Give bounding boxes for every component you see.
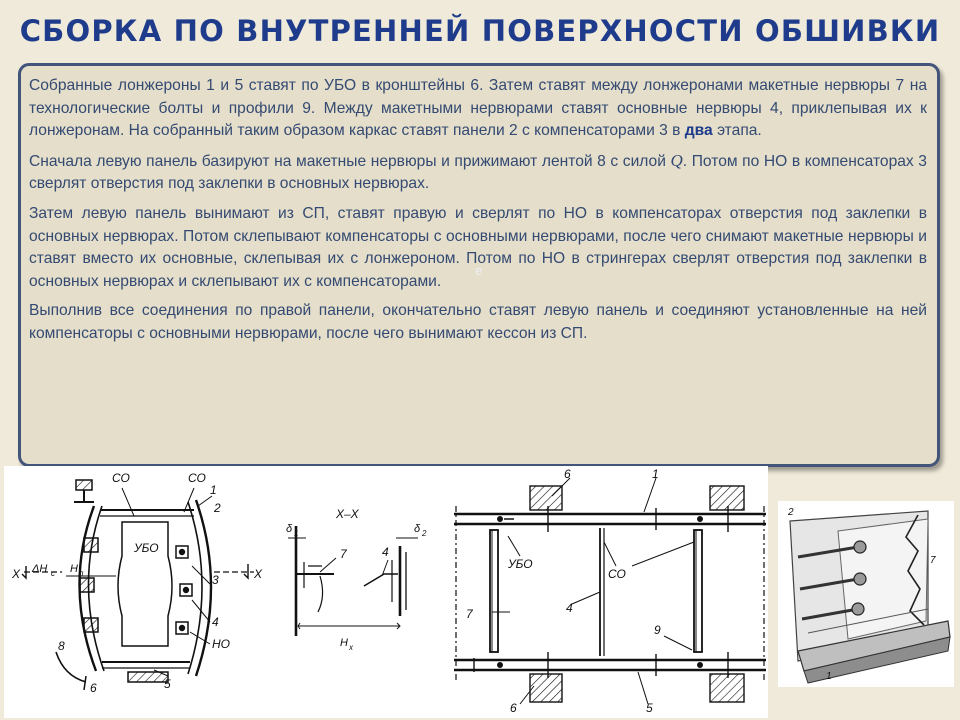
paragraph-1-text: Собранные лонжероны 1 и 5 ставят по УБО в кронштейны 6. Затем ставят между лонжеронами макетные нервюры 7 на технологические болты и профили 9. Между макетными нервюрами ставят основные нервюры 4, приклепывая их к лонжеронам. На собранный таким образом каркас ставят панели 2 с компенсаторами 3 в [29, 77, 927, 140]
overlay-letter: е [475, 263, 483, 278]
label-ubo: УБО [134, 541, 159, 555]
figure-section-xx [288, 526, 418, 636]
label-co-right: СО [188, 471, 206, 485]
assembly-drawings [4, 466, 768, 718]
figure-plan-view-labels [466, 467, 661, 715]
label-5: 5 [164, 677, 171, 691]
label-delta-hc-sub: c [51, 569, 55, 578]
paragraph-3: Затем левую панель вынимают из СП, ставят правую и сверлят по НО в компенсаторах отверстия под заклепки в основных нервюрах. Потом склепывают компенсаторы с основными нервюрами, после чего снимают макетные нервюры и ставят вместо их основные, склепывая их с лонжероном. Потом по НО в стрингерах сверлят отверстия под заклепки в основных нервюрах и склепывают их с компенсаторами. [29, 204, 927, 290]
photo-label-1: 1 [826, 671, 832, 682]
label-co-left: СО [112, 471, 130, 485]
paragraph-1 [29, 75, 927, 143]
label-delta1: δ [286, 523, 293, 535]
label-x-right: X [254, 567, 263, 581]
label-2: 2 [214, 501, 221, 515]
label-9: 9 [654, 623, 661, 637]
label-5: 5 [646, 701, 653, 715]
label-co: СО [608, 567, 626, 581]
label-4: 4 [382, 545, 389, 559]
label-3: 3 [212, 573, 219, 587]
figures-panel [4, 466, 768, 718]
figure-plan-view [454, 478, 766, 704]
photo-label-7: 7 [930, 555, 936, 566]
label-hx: H [340, 637, 348, 649]
label-8: 8 [58, 639, 65, 653]
label-hp: H [70, 563, 78, 575]
assembly-photo [778, 501, 954, 687]
label-6: 6 [90, 681, 97, 695]
label-7: 7 [340, 547, 347, 561]
label-x-left: X [12, 567, 21, 581]
label-1: 1 [210, 483, 217, 497]
paragraph-2-end: . Потом по НО в компенсаторах 3 сверлят отверстия под заклепки в основных нервюрах. [29, 152, 927, 193]
label-delta1-sub: 1 [294, 529, 299, 538]
label-7: 7 [466, 607, 473, 621]
label-hx-sub: x [349, 643, 353, 652]
label-delta-hc: ΔH [32, 563, 48, 575]
label-6-top: 6 [564, 467, 571, 481]
label-hp-sub: п [79, 569, 84, 578]
label-delta2-sub: 2 [422, 529, 427, 538]
paragraph-2 [29, 150, 927, 196]
label-ho: НО [212, 637, 230, 651]
paragraph-4: Выполнив все соединения по правой панели, окончательно ставят левую панель и соединяют установленные на ней компенсаторы с основными нервюрами, после чего вынимают кессон из СП. [29, 302, 927, 342]
paragraph-2-text: Сначала левую панель базируют на макетные нервюры и прижимают лентой 8 с силой [29, 152, 666, 170]
assembly-photo-illustration [778, 501, 954, 687]
label-6-bottom: 6 [510, 701, 517, 715]
label-section-xx: X–X [336, 507, 359, 521]
force-symbol: Q [670, 150, 683, 170]
paragraph-1-end: этапа. [717, 122, 762, 140]
label-ubo: УБО [508, 557, 533, 571]
label-4: 4 [566, 601, 573, 615]
label-delta2: δ [414, 523, 421, 535]
paragraph-1-bold-word: два [684, 122, 713, 140]
label-1: 1 [652, 467, 659, 481]
label-4: 4 [212, 615, 219, 629]
slide-title: СБОРКА ПО ВНУТРЕННЕЙ ПОВЕРХНОСТИ ОБШИВКИ [19, 14, 941, 48]
photo-label-2: 2 [788, 507, 794, 518]
